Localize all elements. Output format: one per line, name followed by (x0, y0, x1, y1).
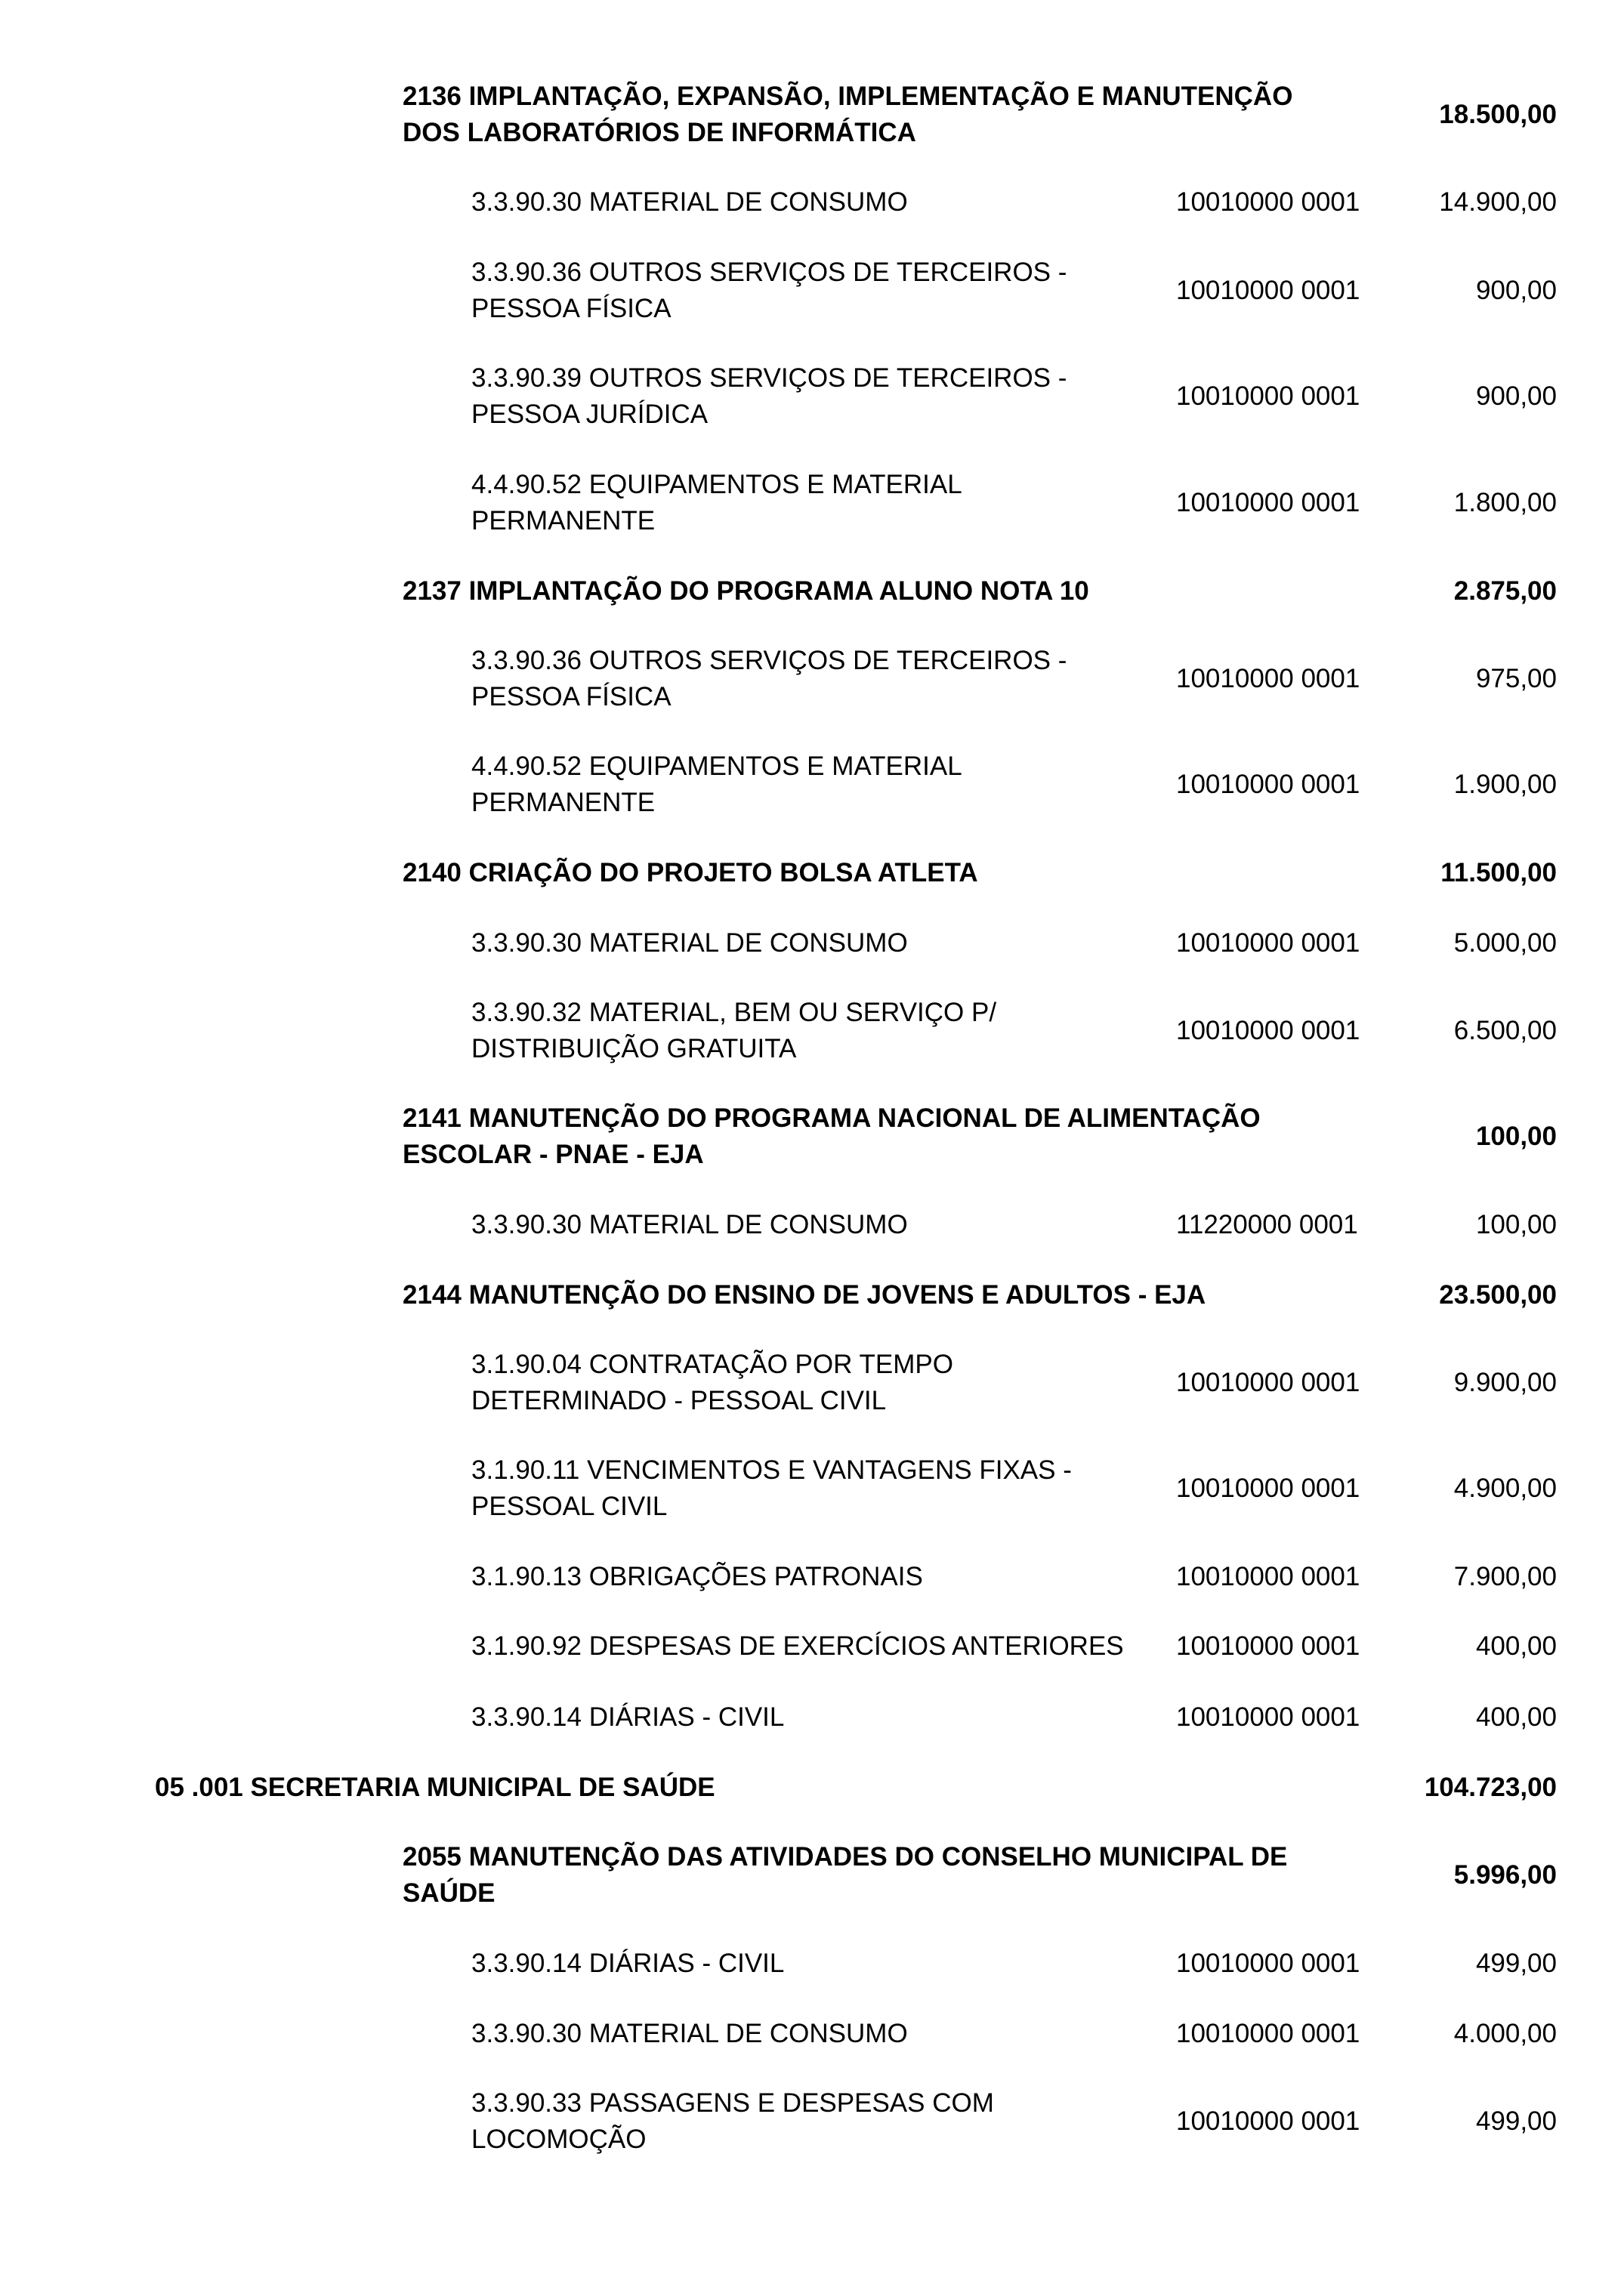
expense-item-row (0, 1452, 1557, 1525)
expense-item-row (0, 184, 1557, 221)
row-description: 3.1.90.11 VENCIMENTOS E VANTAGENS FIXAS - PESSOAL CIVIL (471, 1455, 1072, 1521)
action-header-row (0, 1277, 1557, 1313)
source-code: 10010000 0001 (1176, 1631, 1360, 1661)
action-header-row (0, 1100, 1557, 1173)
row-description: 3.3.90.32 MATERIAL, BEM OU SERVIÇO P/ DISTRIBUIÇÃO GRATUITA (471, 998, 997, 1063)
row-amount: 100,00 (1475, 1122, 1557, 1151)
row-amount: 900,00 (1475, 381, 1557, 411)
action-header-row (0, 573, 1557, 609)
row-amount: 14.900,00 (1439, 187, 1557, 217)
row-amount: 4.900,00 (1453, 1474, 1557, 1503)
source-code: 11220000 0001 (1176, 1210, 1358, 1239)
expense-item-row (0, 995, 1557, 1067)
row-amount: 2.875,00 (1453, 576, 1557, 606)
source-code: 10010000 0001 (1176, 1562, 1360, 1591)
expense-item-row (0, 1559, 1557, 1595)
action-header-row (0, 79, 1557, 151)
source-code: 10010000 0001 (1176, 664, 1360, 693)
source-code: 10010000 0001 (1176, 2106, 1360, 2136)
expense-item-row (0, 1946, 1557, 1982)
row-description: 3.3.90.30 MATERIAL DE CONSUMO (471, 187, 908, 217)
source-code: 10010000 0001 (1176, 488, 1360, 517)
source-code: 10010000 0001 (1176, 1702, 1360, 1732)
action-header-row (0, 1839, 1557, 1912)
row-description: 3.3.90.14 DIÁRIAS - CIVIL (471, 1949, 785, 1978)
expense-item-row (0, 1699, 1557, 1736)
row-amount: 104.723,00 (1424, 1773, 1557, 1802)
source-code: 10010000 0001 (1176, 187, 1360, 217)
row-amount: 1.800,00 (1453, 488, 1557, 517)
source-code: 10010000 0001 (1176, 770, 1360, 799)
source-code: 10010000 0001 (1176, 2019, 1360, 2048)
row-amount: 100,00 (1475, 1210, 1557, 1239)
row-amount: 975,00 (1475, 664, 1557, 693)
source-code: 10010000 0001 (1176, 1949, 1360, 1978)
row-description: 3.3.90.36 OUTROS SERVIÇOS DE TERCEIROS - PESSOA FÍSICA (471, 646, 1067, 711)
row-description: 3.1.90.04 CONTRATAÇÃO POR TEMPO DETERMINADO - PESSOAL CIVIL (471, 1350, 953, 1415)
row-description: 3.3.90.39 OUTROS SERVIÇOS DE TERCEIROS - PESSOA JURÍDICA (471, 363, 1067, 429)
unit-header-row (0, 1770, 1557, 1806)
row-description: 2136 IMPLANTAÇÃO, EXPANSÃO, IMPLEMENTAÇÃO E MANUTENÇÃO DOS LABORATÓRIOS DE INFORMÁTICA (403, 82, 1293, 147)
row-description: 2055 MANUTENÇÃO DAS ATIVIDADES DO CONSELHO MUNICIPAL DE SAÚDE (403, 1842, 1288, 1908)
row-description: 4.4.90.52 EQUIPAMENTOS E MATERIAL PERMANENTE (471, 470, 962, 535)
row-description: 3.3.90.30 MATERIAL DE CONSUMO (471, 2019, 908, 2048)
row-amount: 9.900,00 (1453, 1368, 1557, 1397)
row-amount: 400,00 (1475, 1631, 1557, 1661)
expense-item-row (0, 255, 1557, 327)
expense-item-row (0, 925, 1557, 961)
row-description: 3.1.90.92 DESPESAS DE EXERCÍCIOS ANTERIORES (471, 1631, 1124, 1661)
row-description: 2144 MANUTENÇÃO DO ENSINO DE JOVENS E ADULTOS - EJA (403, 1280, 1206, 1310)
expense-item-row (0, 643, 1557, 715)
expense-item-row (0, 360, 1557, 433)
row-description: 2140 CRIAÇÃO DO PROJETO BOLSA ATLETA (403, 858, 978, 887)
source-code: 10010000 0001 (1176, 1474, 1360, 1503)
row-description: 05 .001 SECRETARIA MUNICIPAL DE SAÚDE (155, 1773, 715, 1802)
row-description: 3.3.90.14 DIÁRIAS - CIVIL (471, 1702, 785, 1732)
expense-item-row (0, 467, 1557, 539)
expense-item-row (0, 2016, 1557, 2052)
row-amount: 23.500,00 (1439, 1280, 1557, 1310)
row-description: 3.3.90.30 MATERIAL DE CONSUMO (471, 928, 908, 958)
action-header-row (0, 855, 1557, 891)
row-amount: 499,00 (1475, 1949, 1557, 1978)
source-code: 10010000 0001 (1176, 1368, 1360, 1397)
row-amount: 7.900,00 (1453, 1562, 1557, 1591)
row-description: 2137 IMPLANTAÇÃO DO PROGRAMA ALUNO NOTA 10 (403, 576, 1089, 606)
row-amount: 5.000,00 (1453, 928, 1557, 958)
row-description: 3.3.90.36 OUTROS SERVIÇOS DE TERCEIROS - PESSOA FÍSICA (471, 258, 1067, 323)
row-amount: 400,00 (1475, 1702, 1557, 1732)
source-code: 10010000 0001 (1176, 1016, 1360, 1045)
row-amount: 1.900,00 (1453, 770, 1557, 799)
expense-item-row (0, 1207, 1557, 1243)
row-amount: 900,00 (1475, 276, 1557, 305)
row-description: 2141 MANUTENÇÃO DO PROGRAMA NACIONAL DE ALIMENTAÇÃO ESCOLAR - PNAE - EJA (403, 1103, 1261, 1169)
row-amount: 6.500,00 (1453, 1016, 1557, 1045)
row-description: 4.4.90.52 EQUIPAMENTOS E MATERIAL PERMANENTE (471, 751, 962, 817)
row-amount: 499,00 (1475, 2106, 1557, 2136)
row-description: 3.3.90.30 MATERIAL DE CONSUMO (471, 1210, 908, 1239)
row-amount: 5.996,00 (1453, 1860, 1557, 1890)
expense-item-row (0, 2085, 1557, 2158)
expense-item-row (0, 748, 1557, 821)
row-amount: 4.000,00 (1453, 2019, 1557, 2048)
row-amount: 11.500,00 (1440, 858, 1557, 887)
expense-item-row (0, 1628, 1557, 1665)
source-code: 10010000 0001 (1176, 276, 1360, 305)
source-code: 10010000 0001 (1176, 928, 1360, 958)
expense-item-row (0, 1347, 1557, 1419)
source-code: 10010000 0001 (1176, 381, 1360, 411)
row-amount: 18.500,00 (1439, 100, 1557, 129)
row-description: 3.1.90.13 OBRIGAÇÕES PATRONAIS (471, 1562, 923, 1591)
row-description: 3.3.90.33 PASSAGENS E DESPESAS COM LOCOMOÇÃO (471, 2088, 994, 2154)
